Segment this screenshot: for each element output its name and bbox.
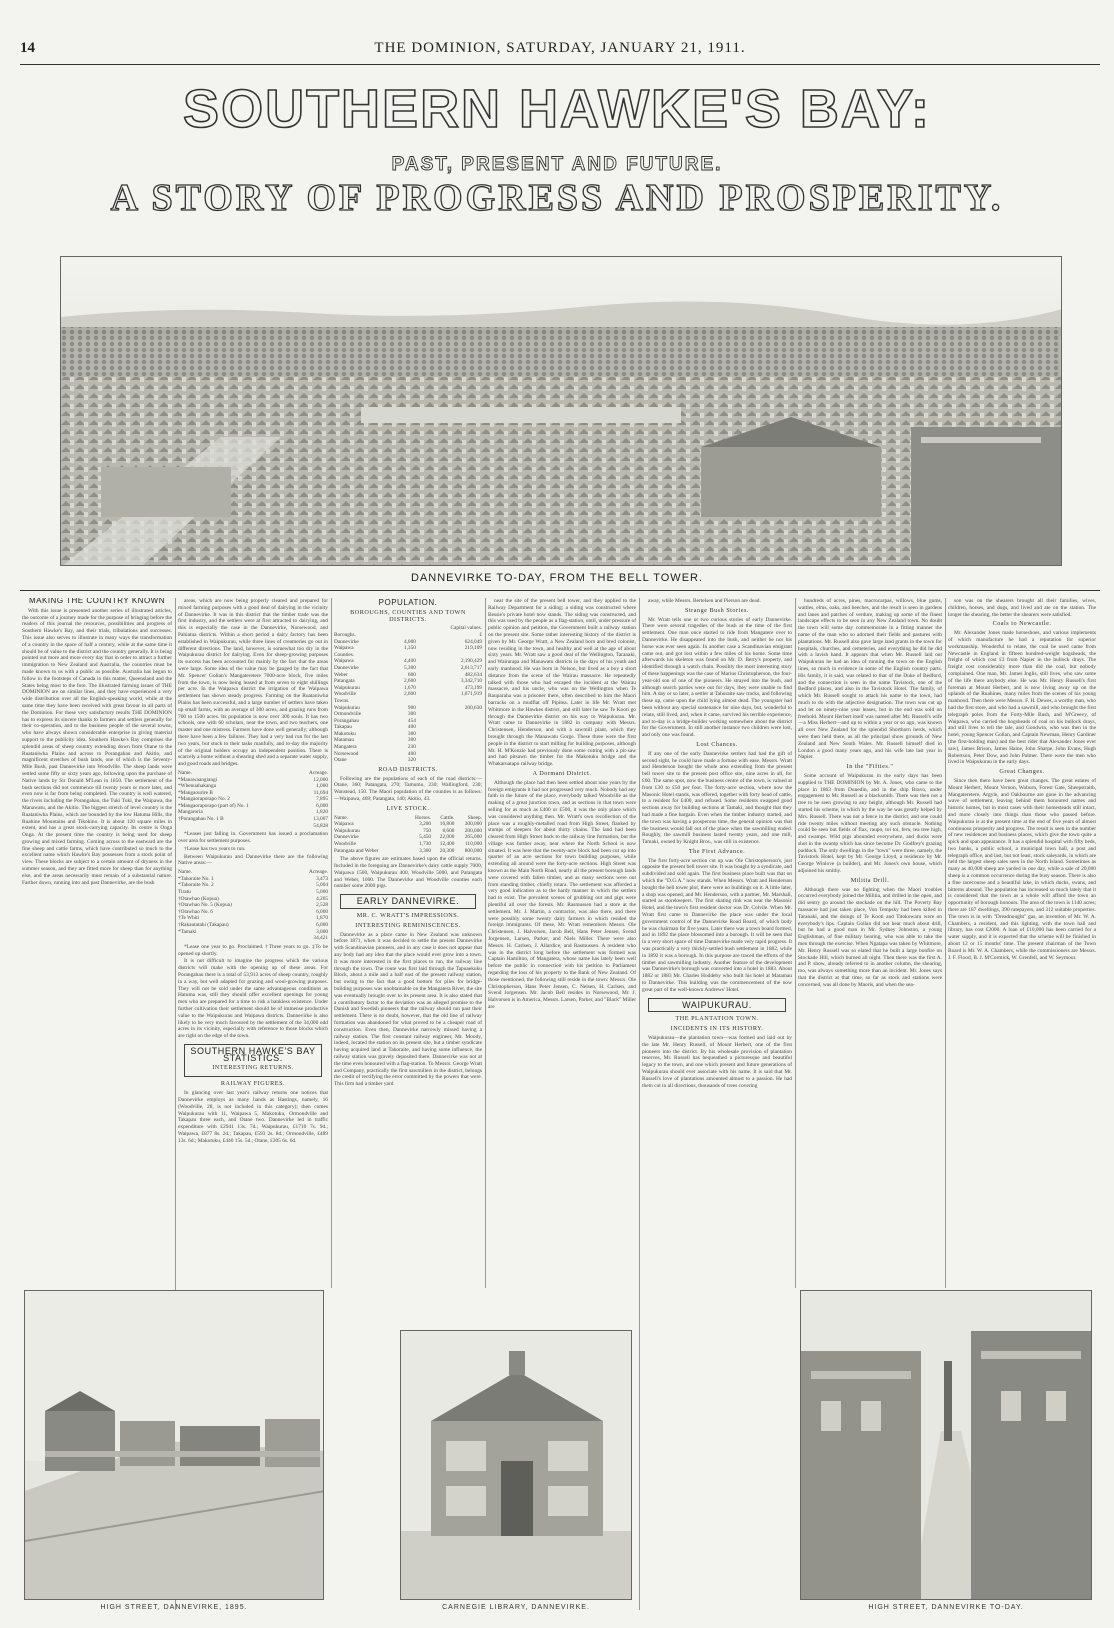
table-cell: Acreage. [309,869,328,876]
table-cell: Norsewood [334,750,359,757]
table-cell: 3,342,710 [460,678,482,685]
table-cell: 2,190,429 [460,658,482,665]
dateline: THE DOMINION, SATURDAY, JANUARY 21, 1911. [374,40,746,56]
table-cell: 300 [407,737,416,744]
tagline-headline: A STORY OF PROGRESS AND PROSPERITY. [110,177,1004,219]
page-number: 14 [20,40,35,56]
table-cell: 265,000 [464,834,482,841]
table-cell: 6,000 [316,922,328,928]
table-cell: Acreage. [309,769,328,776]
road-districts-heading: ROAD DISTRICTS. [378,765,438,773]
table-cell: 3,300 [419,847,432,854]
table-cell [416,698,482,705]
table-cell: 1,000 [316,783,328,790]
table-cell: Patangata and Weber [334,847,379,854]
militia-drill-heading: Militia Drill. [850,876,890,884]
table-cell [416,724,482,731]
table-cell: †Rakautatahi (Takapau) [178,922,229,928]
table-cell: †Otawhao No. 6 [178,908,213,915]
table-cell: *Tahoraite No. 2 [178,882,214,889]
table-cell [391,632,416,639]
table-cell: Otane [334,757,347,764]
native-areas-table-2 [178,869,328,942]
table-cell: *Tahoraite No. 1 [178,875,214,882]
table-cell: Capital values. [450,625,482,632]
strange-bush-stories-body: Mr. Wratt tells one or two curious stories of early Dannevirke. There were several tragedies of the bush at the time of the first settlement. One man once started to ride from Mangatere over to Dannevirke. He disappeared into the bush, and neither he nor his horse was ever seen again. In another case a Scandinavian emigrant came out, and got lost within a few miles of his home. Some time afterwards his skeleton was found on Mr. D. Berry's property, and identified through a watch chain. Possibly the most interesting story of these happenings was the case of Marius Christopherson, the four-year-old son of one of the pioneers. He strayed into the bush, and although search parties were out for days, they were unable to find him. A day or so later, a settler at Tahoraite saw tracks, and following these up, came upon the child lying almost dead. The youngster had been without any special sustenance for nine days, but, wonderful to relate, still lived, and, when it came, survived his terrible experience, and to-day is a bridge-builder working somewhere about the district for the Government. In still another instance two children were lost, and only one was found. [642,616,792,739]
dormant-district-heading: A Dormant District. [532,769,592,777]
table-cell: 16,800 [439,821,455,828]
coals-to-newcastle-heading: Coals to Newcastle. [992,620,1052,628]
column-5-body-top: away, while Messrs. Bertelsen and Pierson are dead. [648,598,761,604]
live-stock-heading: LIVE STOCK. [386,804,430,812]
column-6-body-top: hundreds of acres, pines, macrocarpas, willows, blue gums, wattles, elms, oaks, and beeches, and the result is seen in gardens and lanes and patches of verdure, making up some of the finest landscape effects to be seen in any New Zealand town. No doubt the town will some day commemorate in a fitting manner the name of the man who so adorned their fields and pastures with plantations. Mr. Russell also gave large land grants in the town for hospitals, churches, and cemeteries, and everything he did he did with a lavish hand. It appears that when Mr. Russell laid out Waipukurau he had an idea of running the town on the English lines, so much in evidence in some of the English country parts. His family, it is said, was related to that of the Duke of Bedford, and the connection is seen in the name Tavistock, one of the Bedford places, and also in the Tavistock Hotel. The family, of which Mr. Russell sought to attach his name to the town, had much to do with the adjective designation. The town was cut up and let on ninety-nine year leases, but in the end was sold on freehold. Mount Herbert itself was named after Mr. Russell's wife—a Miss Herbert—and up to within a year or so ago, was known all over New Zealand for the splendid Shorthorn herds, which were then held there, as all the principal show grounds of New Zealand and New South Wales. Mr. Russell himself died in London a good many years ago, and his wife late last year in Napier. [798,598,942,761]
table-cell: 1,350 [403,645,416,652]
table-cell: 6,000 [316,802,328,809]
table-cell: Counties. [334,651,355,658]
table-cell: 200,630 [464,704,482,711]
first-advance-heading: The First Advance. [688,847,746,855]
table-cell: 12,000 [313,776,328,783]
table-cell: 7,895 [316,796,328,803]
table-cell: 11,694 [313,789,328,796]
main-photo-dannevirke-panorama [60,256,1062,566]
waipukurau-title: WAIPUKURAU. [682,999,752,1010]
table-cell: Dannevirke [334,664,359,671]
masthead [20,40,1100,64]
table-cell: 230 [407,744,416,751]
table-cell: Horses. [414,814,432,821]
statistics-subtitle: INTERESTING RETURNS. [212,1063,294,1071]
table-cell: 6,000 [316,908,328,915]
fifties-body: Some account of Waipukurau in the early days has been supplied to THE DOMINION by Mr. A. Jones, who came to the place in 1863 from Dunedin, and in the ship Bravo, under engagement to Mr. Russell as a blacksmith. There was then not a tree to be seen growing to any height, although Mr. Russell had started his scheme, in which by the way he was greatly helped by Mrs. Russell. There was not a fence in the district, and one could ride twenty miles without meeting any such obstacle. Nothing could be seen but fields of flax, raupo, toi toi, fern, tea tree high, and swamps. Wild pigs abounded everywhere, and ducks were shot in the swamp which has since become Dr. Godfrey's grazing paddock. The only dwellings in the "town" were three, namely, the Tavistock Hotel, kept by Mr. George Lloyd, a residence by Mr. George Winlove (a builder), and Mr. Jones's own house, which adjoined his smithy. [798,772,942,875]
table-cell: *Mangaoraporapo (part of) No. 1 [178,802,249,809]
table-cell: 3,200 [419,821,432,828]
statistics-title: SOUTHERN HAWKE'S BAY STATISTICS. [190,1045,316,1063]
strange-bush-stories-heading: Strange Bush Stories. [685,606,749,614]
table-cell: 1,820 [316,809,328,816]
table-cell: 473,199 [464,684,482,691]
table-cell: *Mangaoraporapo No. 2 [178,796,230,803]
table-cell: 1,671,919 [460,691,482,698]
table-cell: 800,000 [464,847,482,854]
table-cell: †Otawhao (Kopua) [178,895,219,902]
photo-caption-high-street-today: HIGH STREET, DANNEVIRKE TO-DAY. [868,1604,1024,1611]
photo-high-street-today [800,1290,1092,1600]
waipukurau-subtitle-2: INCIDENTS IN ITS HISTORY. [670,1025,764,1033]
table-cell [416,718,482,725]
early-dannevirke-subtitle: MR. C. WRATT'S IMPRESSIONS. [356,911,460,919]
table-cell: 300 [407,730,416,737]
table-cell [416,652,482,659]
table-cell [416,731,482,738]
table-cell: Porangahau [334,717,360,724]
table-cell: 3,473 [316,875,328,882]
column-divider [945,598,946,1288]
table-cell: 454 [407,717,416,724]
table-cell: 320 [407,757,416,764]
table-cell: Mangaroria [178,809,203,816]
table-cell [391,625,416,632]
table-cell: 1,870 [316,915,328,922]
table-cell: 750 [423,827,432,834]
table-cell: Waipawa [334,645,354,652]
table-cell: 1,730 [419,841,432,848]
table-cell: Matamau [334,737,355,744]
high-street-1895-illustration [25,1291,324,1600]
table-cell: 2,528 [316,902,328,909]
table-cell: Takapau [334,724,352,731]
table-cell: 12,400 [439,841,455,848]
table-cell: †Te Whiti [178,915,200,922]
dormant-district-body: Although the place had then been settled about nine years by the foreign emigrants it had not progressed very much. Nobody had any faith in the future of the place, everybody talked Woodville as the making of a great junction town, and as sections in that town were selling for as much as £400 or £500, it was the only place which was considered anything then. Mr. Wratt's own recollection of the place was a roughly-metalled road from High Street, flanked by stumps of sleepers for about thirty chains. The land had been cleared from High Street back to the railway line formation, but the village was further away, near where the North School is now situated. It was here that the twenty-acre block had been cut up into quarter of an acre sections for town building purposes, while extending all around were the forty-acre sections. High Street was known as the Main North Road, nearly all the present borough lands were covered with fallen timber, and as many sections were out from standing timber, chiefly totara. The settlement was afforded a very good indication as to the hardy manner in which the settlers had to exist. The prevalent scenes of grubbing out and pigs were plentiful all over the forests. Mr. Rasmussen had a store at the settlement. Mr. J. Martin, a contractor, was also there, and there were possibly some twenty dairy farmers in which resided the foreign immigrants. Of these, Mr. Wratt remembers Messrs. Ole Christensen, J. Halvorsen, Jacob Bell, Hans Peter Jensen, Svend Jorgensen, Larsen, Parker, and Niels Miller. There were also Messrs. H. Carlsen, J. Allardice, and Rasmussen. A resident who was in the district long before the settlement was formed was Captain Hamilton, of Mangatera, whose name has lately been well before the public in connection with his petition to Parliament regarding the loss of his property to the Bank of New Zealand. Of those mentioned, the following still reside in the town: Messrs. Ole Christopherson, Hans Peter Jensen, C. Nelsen, H. Carlsen, and Svend Jorgensen. Mr. Jacob Bell resides in Norsewood, Mr. J. Halvorsen is in America, Messrs. Larsen, Parker, and "Black" Miller are [488,779,636,1011]
photo-caption-high-street-1895: HIGH STREET, DANNEVIRKE, 1895. [100,1604,248,1611]
table-cell: Sheep. [467,814,482,821]
table-cell: Waipawa [334,658,354,665]
photo-high-street-1895 [24,1290,324,1600]
waipukurau-body: Waipukurau—the plantation town—was formed and laid out by the late Mr. Henry Russell, of Mount Herbert, one of the first pioneers into the district. By his wholesale provision of plantation reserves, Mr. Russell has bequeathed a picturesque and beautiful legacy to the town, and one which present and future generations of Waipukurau should ever associate with his name. It is said that Mr. Russell's love of plantations amounted almost to a passion. He had them cut in all directions, thousands of trees covering [642,1035,792,1089]
carnegie-library-illustration [401,1331,632,1600]
table-cell: Waipukurau [334,684,360,691]
column-6 [798,598,942,1280]
table-cell: *Manawaangiangi [178,776,218,783]
early-dannevirke-title: EARLY DANNEVIRKE. [356,896,460,907]
table-cell: Boroughs. [334,631,356,638]
table-cell: †Porangahau No. 1 B [178,816,224,823]
population-subheading: BOROUGHS, COUNTIES AND TOWN DISTRICTS. [350,608,466,623]
main-headline: SOUTHERN HAWKE'S BAY: [183,79,931,139]
column-divider [795,598,796,1288]
great-changes-body: Since then there have been great changes. The great estates of Mount Herbert, Mount Vernon, Woburn, Forest Gate, Sheepstraith, Mangateretere, Argyle, and Oakbourne are gone in the advancing wave of settlement, leaving behind them honoured names and historic homes, but in most cases with their homesteads still intact, and more closely into things than those who passed before. Waipukurau is at the present time at the end of five years of almost continuous prosperity and progress. The result is seen in the number of new residences and business places, which give the town quite a spick and span appearance. It has a splendid hospital with fifty beds, two banks, a public school, a municipal town hall, a post and telegraph office, and last, but not least, stock saleyards, in which are held the largest sheep sales seen in the North Island. Sometimes as many as 40,000 sheep are yarded in one day, while a sale of 20,000 sheep is a common occurrence during the busy season. There is also a fine racecourse and a beautiful lake, in which ducks, swans, and bitterns abound. The population has increased so much lately that it is considered that the town as a whole will afford the town an opportunity of borough honours. The area of the town is 1140 acres; there are 187 dwellings, 390 ratepayers, and 312 suitable properties. The town is in with "Dreadnought" gas, an invention of Mr. W. A. Chambers, a resident, and this lighting, with the town hall and library, has cost £2000. A loan of £10,000 has been carried for a water supply, and it is expected that the scheme will be finished in about 12 or 15 months' time. The present chairman of the Town Board is Mr. W. A. Chambers, while the commissioners are Messrs. J. F. Flood, B. J. M'Cormick, W. Grenfell, and W. Seymour. [948,777,1096,961]
column-4-body-top: near the site of the present bell tower, and they applied to the Railway Department for a siding; a siding was constructed where Bessie's private hotel now stands. The siding was constructed, and this was used by the people as a flag-station, until, under pressure of public opinion and petition, the Government built a railway station on the present site. Some rather interesting history of the district is given by Mr. George Wratt, a New Zealand born and bred colonist, now residing in the town, and healthy and well at the age of about sixty years. Mr. Wratt saw a good deal of the Wellington, Taranaki, and Wairarapa and Manawatu districts in the days of his youth and early manhood. He was born in Nelson, but lived as a boy a short distance from the scene of the Wairau massacre. He repeatedly talked with those who had escaped the incident at the Wairau massacre, and his uncle, who was on the Wellington when Te Rauparaha was a prisoner there, often described to him the Maori barracks on a mudflat off Pipitea. Later in life Mr. Wratt met Whitmore in the Hawkes district, and still later he saw Te Kooti go through the Dannevirke district on his way to Waipukurau. Mr. Wratt came to Dannevirke in 1882 in company with Messrs. Christensen, Henderson, and with a sawmill plant, which they brought through the Manawatu Gorge. These three were the first people in the district to start milling for building purposes, although Mr. H. M'Kenzie had previously done some cutting with a pit-saw and had pitsawn the timber for the Makotuku bridge and the Whakaruatapu railway bridge. [488,598,636,768]
railway-heading: RAILWAY FIGURES. [220,1080,286,1088]
great-changes-heading: Great Changes. [999,768,1045,776]
table-cell: 482,634 [464,671,482,678]
coals-to-newcastle-body: Mr. Alexander Jones made horseshoes, and various implements of which manufacture he had a reputation for superior workmanship. Wonderful to relate, the coal he used came from Newcastle in England in fifteen hundred-weight hogsheads, the freight of which cost £3 from Napier in the bullock drays. The freight cost considerably more than did the coal, but nobody complained. One man, Mr. James Inglis, still lives, who saw some of the life there anybody else. He was Mr. Henry Russell's first foreman at Mount Herbert, and is now living away up on the uplands of the Ruahines, many miles from the scenes of his young manhood. Then there were Messrs. F. H. Dewes, a worthy man, who had the first store, and who had a sawmill, and who brought the first telegraph poles from the Forty-Mile Bush, and M'Greevy, of Waipawa, who carried the hogsheads of coal on his bullock drays, and still lives to tell the tale, and Goodwin, who was then in the hotel, young Spencer Gollan, and Captain Newman, Henry Gardiner (the first-holding man) and the best rider that Alexander Jones ever saw), James Brison, James Haine, John Sharpe, John Evans, Hugh Robertson, Peter Dow, and John Palmer. There were the men who lived in Waipukurau in the early days. [948,630,1096,766]
live-stock-body: The above figures are estimates based upon the official returns. Included in the foregoing are Dannevirke's dairy cattle supply 7000, Waipawa 1500, Waipukurau 400, Woodville 5000, and Patangata and Weber, 1000. The Dannevirke and Woodville counties each number some 2000 pigs. [334,856,482,890]
table-notes: *Lease one year to go. Proclaimed. †Three years to go. ‡To be opened up shortly. [178,943,328,957]
photo-caption-carnegie-library: CARNEGIE LIBRARY, DANNEVIRKE. [442,1604,590,1611]
table-cell: †Otawhao No. 5 (Kopua) [178,902,232,909]
native-areas-table-1 [178,770,328,829]
fifties-heading: In the "Fifties." [846,763,894,771]
column-2 [178,598,328,1280]
table-cell: 4,000 [403,638,416,645]
table-cell: Dannevirke [334,834,359,841]
column-7 [948,598,1096,1280]
table-cell: Woodville [334,841,356,848]
making-country-known-heading: MAKING THE COUNTRY KNOWN [28,598,165,605]
table-cell: Name. [178,769,192,776]
table-cell: 300,000 [464,821,482,828]
masthead-rule [20,64,1100,65]
table-cell: 13,007 [313,816,328,823]
table-cell: 200,000 [464,827,482,834]
table-cell: Name. [334,814,348,821]
column-divider [639,598,640,1610]
table-cell: 110,000 [464,841,482,848]
table-cell: 400 [407,724,416,731]
table-cell: 2,600 [403,678,416,685]
table-cell [391,652,416,659]
militia-drill-body: Although there was no fighting when the Maori troubles occurred everybody joined the Militia, and drilled in the open, and did sentry go around the stockade on the hill. The Poverty Bay massacre had just taken place, Von Tempsky had been killed in Taranaki, and the doings of Te Kooti and Titokowaru were on everybody's lips. Captain Gollan did not hear much about drill, but he had a good man in Mr. Sydney Johnston, a young Englishman, of fine military bearing, who was able to take the men through the exercise. When Ngatapa was taken by Whitmore, Mr. Henry Russell was so elated that he built a large bonfire on Stockade Hill, which burned all night. Then there was the first A. and P. show, already referred to in another column, the shearing, too, was always something more than an incident. Mr. Jones says that the district at that time, so far as stock and stations were concerned, was all done by Maoris, and when the sea- [798,886,942,988]
table-cell: *Whenuahakanga [178,783,216,790]
making-country-known-body: With this issue is presented another series of illustrated articles, the outcome of a journey made for the purpose of bringing before the readers of this journal the resources, possibilities and progress of Southern Hawke's Bay, and their trials, tribulations and successes. This issue also serves to illustrate in many ways the transformation of a country in the space of half a century, while at the same time it should be of value to the district and the country generally. It is being pointed out more and more every day that in order to attract a further immigration to New Zealand and Australia, the countries must be made known to us with a public as possible. Australia has begun to follow in the footsteps of Canada in this matter, Queensland and the States being most to the fore. The illustrated farming issues of THE DOMINION are on similar lines, and they have experienced a very wide distribution over all the English-speaking world, while at the same time they have been received with great favour in all parts of the Dominion. For these very satisfactory results THE DOMINION has to express its sincere thanks to farmers and settlers generally for their co-operation, and to the business people of the several towns, who have always shown considerable enterprise in giving material support to the publicity idea. Southern Hawke's Bay comprises the splendid areas of sheep country extending down from Otane to the Ruataniwha Plains and across to Porangahau and Akitio, and magnificent stretches of bush lands, one of which is the Seventy-Mile Bush, past Dannevirke into Woodville. The sheep lands were settled some fifty or sixty years ago, following upon the purchase of Native lands by Sir Donald M'Lean in 1850. The settlement of the bush sections did not commence till twenty years or more later, and even now is far from being completed. The country is well watered, the rivers including the Porangahau, the Tuki Tuki, the Waipawa, the Manawatu, and the Akitio. The biggest stretch of level country is the Ruataniwha Plains, which are bounded by the low Hatuma Hills, the Ruahine Mountains and Tikokino. It is about 120 square miles in extent, and has a great stock-carrying capacity. Its centre is Onga Onga. At the present time the country is being used for sheep growing and mixed farming. Coming across to the eastward are the fine sheep and cattle farms, which have contributed so much to the excellent name which Hawke's Bay possesses from a stock point of view. These blocks are subject to a certain amount of dryness in the summer season, and they are fitted more for sheep than for anything else, and the areas necessarily must remain of a substantial nature. Farther down, running into and past Dannevirke, are the bush [22,607,172,886]
panorama-illustration [61,257,1062,566]
railway-body: In glancing over last year's railway returns one notices that Dannevirke employs as many hands as Hastings, namely, 16 (Woodville, 28, is not included in this category); then comes Waipukurau with 11, Waipawa 5, Makotuku, Ormondville and Takapau three each, and Otane two. Dannevirke led in traffic expenditure with £2941 13s. 7d.; Waipukurau, £1710 7s. 9d.; Waipawa, £877 8s. 2d.; Takapau, £593 2s. 8d.; Ormondville, £489 13s. 6d.; Makotuku, £440 15s. 5d.; Otane, £305 6s. 6d. [178,1090,328,1144]
table-cell: 1,670 [403,684,416,691]
table-note: †Lease has two years to run. [184,845,246,852]
table-note: *Leases just falling in. Government has issued a proclamation over area for settlement purposes. [178,831,328,845]
table-cell: Name. [178,869,192,876]
table-cell: Makotuku [334,730,356,737]
early-dannevirke-body: Dannevirke as a place came in New Zealand was unknown before 1871, when it was decided to settle the present Dannevirke with Scandinavian pioneers, and in any case it does not appear that any body had any idea that the place would ever grow into a town. It was more interested in the first places to run, the railway line through the town. The route was first laid through the Tapuaekuku Block, about a mile and a half east of the present railway station, but owing to the fact that a good bottom for piles for bridge-building purposes was unobtainable on the Mangatera River, the site was eventually brought over to its present area. It is also stated that a contributory factor to the deviation was an alleged promise to the Danish and Swedish pioneers that the railway should run past their settlement. There is no doubt, however, that the old line of railway formation was abandoned for what proved to be a cheaper road of construction. Even then, Dannevirke narrowly missed having a railway station. The first constant railway engineer, Mr. Moody, indeed, located the station on its present site, but a timber syndicate having acquired land at Tahoraite, and having some influence, the railway station was gravely deposited there. Dannevirke was not at the time even honoured with a flag-station. To Messrs. George Wratt and Company, practically the first sawmillers in the district, belongs the credit of rectifying the error committed by the powers that were. This firm had a timber yard [334,931,482,1088]
early-dannevirke-subtitle-2: INTERESTING REMINISCENCES. [355,921,461,929]
waipukurau-box [648,998,786,1013]
table-cell: 5,300 [403,664,416,671]
table-cell: Waipukurau [334,827,360,834]
table-cell: Ormondville [334,711,362,718]
caption-rule [20,590,1100,591]
lost-chances-heading: Lost Chances. [696,740,738,748]
table-cell: 900 [407,704,416,711]
table-cell: 54,828 [313,822,328,829]
table-cell: 8,600 [442,827,455,834]
table-cell: 219,109 [464,645,482,652]
table-cell: 4,400 [403,658,416,665]
table-cell: 4,265 [316,895,328,902]
table-cell: Waipawa [334,821,354,828]
statistics-box [184,1044,322,1077]
column-1 [22,598,172,1280]
table-cell [178,935,289,942]
table-cell: 400 [407,750,416,757]
table-cell: *Tamaki [178,928,197,935]
main-photo-caption: DANNEVIRKE TO-DAY, FROM THE BELL TOWER. [410,572,704,584]
table-cell [416,711,482,718]
waipukurau-subtitle: THE PLANTATION TOWN. [675,1015,759,1023]
table-cell: £ [479,631,482,638]
table-cell [334,625,391,632]
table-cell: Towns. [334,697,350,704]
high-street-today-illustration [801,1291,1092,1600]
table-cell: 3,000 [316,928,328,935]
table-cell [416,751,482,758]
table-cell [178,823,296,830]
early-dannevirke-box [340,894,476,909]
column-3 [334,598,482,1280]
table-cell: 5,000 [316,889,328,896]
table-cell: Dannevirke [334,638,359,645]
table-cell: 2,613,717 [460,664,482,671]
table-intro: Between Waipukurau and Dannevirke there are the following Native areas:— [178,853,328,867]
table-cell: 5,004 [316,882,328,889]
sub-headline: PAST, PRESENT AND FUTURE. [391,154,723,175]
population-heading: POPULATION. [378,598,438,607]
road-districts-body: Following are the populations of each of the road districts:—Otane, 360; Patangata, 270; Tamumu, 230; Wallingford, 230; Wanstead, 150. The Maori population of the counties is as follows:—Waipawa, 469; Patangata, 140; Akitio, 43. [334,775,482,803]
column-7-body-top: son was on the shearers brought all their families, wives, children, horses, and dogs, and lived and ate on the station. The longer the shearing, the better the shearers were satisfied. [948,598,1096,618]
column-2-body-bottom: It is not difficult to imagine the progress which the various districts will make with the opening up of these areas. For Porangahau there is a total of 53,913 acres of sheep country, roughly in a way, but well adapted for grazing and wool-growing purposes. They will not be sold under the same advantageous conditions as Hatuma was, still they should offer excellent openings for young men who are prepared for a time to risk a bankless existence. Under further cultivation their settlement should be of immense productive value to the Waipukurau and Waipawa districts. Dannevirke is also likely to be very much favoured by the settlement of the 34,000 odd acres in its vicinity, especially with reference to those blocks which are right on the edge of the town. [178,958,328,1040]
table-cell: Weber [334,671,348,678]
table-cell: Cattle. [440,814,455,821]
table-cell [416,744,482,751]
live-stock-table [334,815,482,855]
column-divider [331,598,332,1288]
table-cell: Waipukurau [334,704,360,711]
table-cell: 20,300 [439,847,455,854]
table-cell: 34,421 [313,935,328,942]
column-5 [642,598,792,1280]
column-divider [485,598,486,1288]
photo-carnegie-library [400,1330,632,1600]
table-cell: 22,000 [439,834,455,841]
table-cell: 5,450 [419,834,432,841]
table-cell: Tiratu [178,889,191,896]
first-advance-body: The first forty-acre section cut up was Ole Christopherson's, just opposite the present bell tower site. It was bought by a syndicate, and subdivided and sold again. The first business place built was that on which the "D.G.A." now stands. When Messrs. Wratt and Henderson bought the bell tower plot, there were no buildings on it. A little later, a shop was opened, and Mr. Henderson, with a partner, Mr. Marshall, started as storekeepers. The first skating rink was near the Masonic Hotel, and the town's first resident doctor was Dr. Colvile. When Mr. Wratt first came to Dannevirke the place was under the local government control of the Dannevirke Road Board, of which body he was chairman for five years. Later there was a town board formed, and in 1892 the place blossomed into a borough. It will be seen that in a very short space of time Dannevirke made very rapid progress. It was practically a very thickly-settled bush settlement in 1882, while in 1892 it was a borough. In this purpose are traced the efforts of the timber and sawmilling industry. Another feature of the development was Dannevirke's borough was converted into a hotel in 1883. About 1882 or 1883 Mr. Charles Hoddeby who built his hotel at Matamau to Dannevirke. This building was the commencement of the now great part of the well-known Andrews' Hotel. [642,857,792,993]
table-cell [416,737,482,744]
table-cell: Woodville [334,691,356,698]
lost-chances-body: If any one of the early Dannevirke settlers had had the gift of second sight, he could have made a fortune with ease. Messrs. Wratt and Henderson bought the whole area extending from the present bell tower site to the present post office site, nine acres in all, for £60. The same spot, now the business centre of the town, is valued at from £30 to £50 per foot. The forty-acre section, where now the Masonic Hotel stands, was offered, together with forty head of cattle, to a resident for £400, and refused. Some residents swapped good sections away for building sections at Tamaki, and thought that they had made a fine bargain. Even when the timber industry started, and the town was having a prosperous time, the general opinion was that the business would fall out of the place when the sawmilling ended. Roughly, the sawmill business lasted twenty years, and one mill, Tamaki, owned by Knight Bros., was still in existence. [642,750,792,846]
table-cell: Patangata [334,678,355,685]
population-table [334,625,482,763]
table-cell: 2,600 [403,691,416,698]
table-cell: 624,049 [464,638,482,645]
table-cell [391,698,416,705]
table-cell [416,757,482,764]
table-cell: 600 [407,671,416,678]
table-cell: *Mangaourire B [178,789,213,796]
column-4 [488,598,636,1280]
table-cell: 300 [407,711,416,718]
column-2-body-top: areas, which are now being properly cleared and prepared for mixed farming purposes with a good deal of dairying in the vicinity of Dannevirke. It was in this district that the timber trade was the first industry, and the settlers were at first attracted to dairying, and this is especially the case in the Dannevirke, Norsewood, and Pahiatua districts. Within a short period a dairy factory has been established in Waipukurau, while three lines of creameries go out in different directions. The land, however, is somewhat too dry in the Waipukurau district for dairying. Even for sheep-growing purposes its success has been accounted for mainly by the fact that the areas were large. Some idea of the value may be gauged by the fact that Mr. Spencer Gollan's Mangateretere 7000-acre block, five miles from the town, is now being leased at from seven to eight shillings per acre. In the Waipawa district the irrigation of the Waipawa settlement has shown steady progress. Farming on the Ruataniwha Plains has been successful, and a large number of settlers have taken up small farms, with an average of 300 acres, and grazing runs from 700 to 1500 acres. Its population is now over 300 souls. It has two schools, one with 60 scholars, near the town, and two teachers, one master and one mistress. Farmers have done well generally; although there have been a few failures. They had a very bad run for the last two years, but stuck to their tasks manfully, and to-day the majority of the original holders occupy an independent position. There is scarcely a home without a shearing shed and a separate water supply, and good roads and bridges. [178,598,328,768]
table-cell: Mangatera [334,744,357,751]
